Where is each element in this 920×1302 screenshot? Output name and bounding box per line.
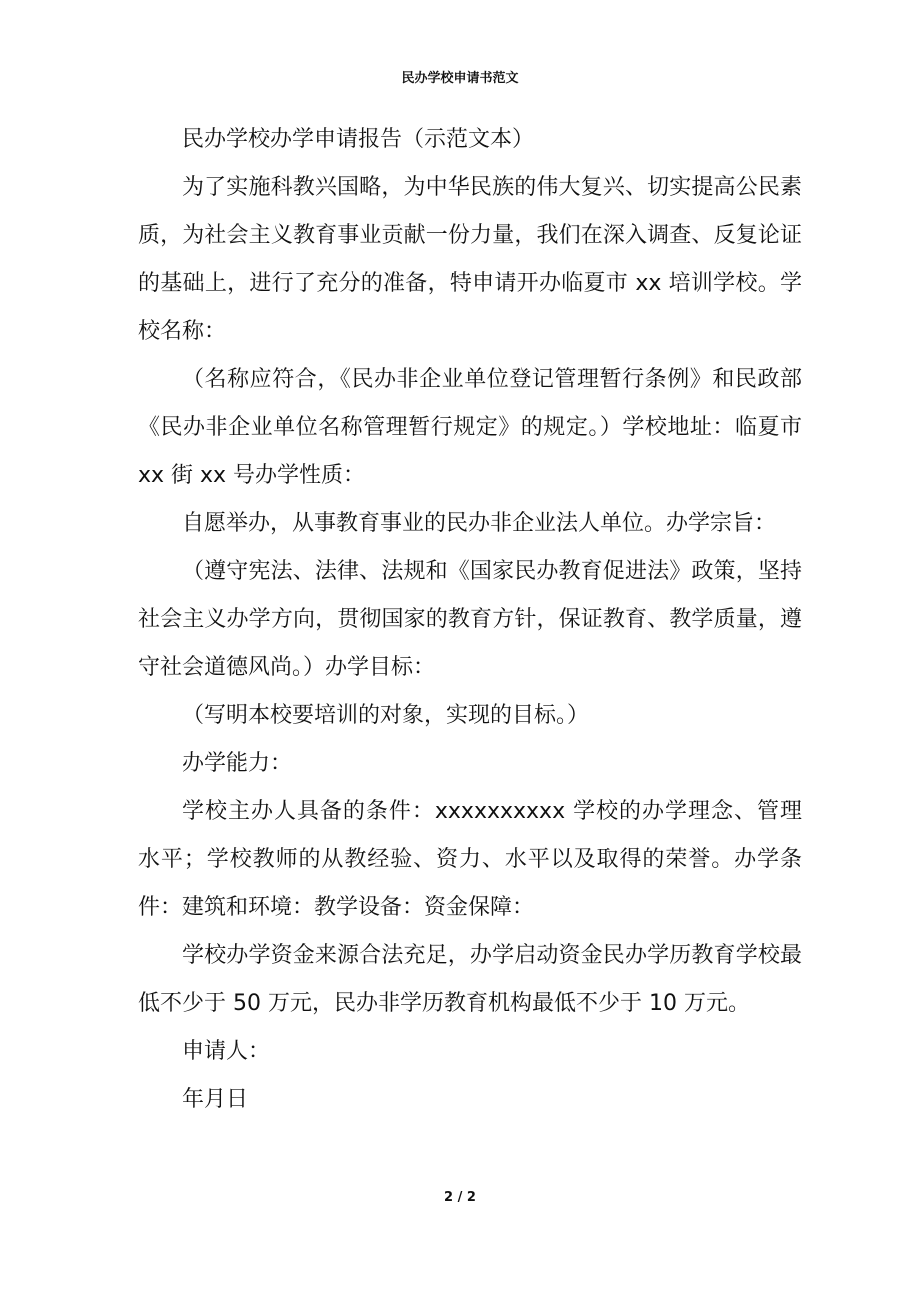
document-body	[138, 116, 802, 1124]
paragraph-funding: 学校办学资金来源合法充足，办学启动资金民办学历教育学校最低不少于 50 万元，民办非学历教育机构最低不少于 10 万元。	[138, 943, 802, 1016]
paragraph-capability: 学校主办人具备的条件：xxxxxxxxxx 学校的办学理念、管理水平；学校教师的从教经验、资力、水平以及取得的荣誉。办学条件：建筑和环境：教学设备：资金保障：	[138, 799, 802, 920]
document-title-line: 民办学校办学申请报告（示范文本）	[182, 127, 535, 152]
paragraph-intro: 为了实施科教兴国略，为中华民族的伟大复兴、切实提高公民素质，为社会主义教育事业贡献一份力量，我们在深入调查、反复论证的基础上，进行了充分的准备，特申请开办临夏市 xx 培训学校。学校名称：	[138, 175, 802, 344]
page-number: 2 / 2	[444, 1190, 476, 1205]
paragraph-capability-heading: 办学能力：	[182, 751, 293, 776]
paragraph-school-name-address: （名称应符合，《民办非企业单位登记管理暂行条例》和民政部《民办非企业单位名称管理暂行规定》的规定。）学校地址：临夏市 xx 街 xx 号办学性质：	[138, 367, 802, 488]
paragraph-nature: 自愿举办，从事教育事业的民办非企业法人单位。办学宗旨：	[182, 511, 777, 536]
paragraph-applicant: 申请人：	[182, 1039, 271, 1064]
paragraph-purpose: （遵守宪法、法律、法规和《国家民办教育促进法》政策，坚持社会主义办学方向，贯彻国家的教育方针，保证教育、教学质量，遵守社会道德风尚。）办学目标：	[138, 559, 802, 680]
paragraph-goal: （写明本校要培训的对象，实现的目标。）	[182, 703, 590, 728]
paragraph-date: 年月日	[182, 1087, 249, 1112]
page-header-title: 民办学校申请书范文	[401, 71, 519, 86]
